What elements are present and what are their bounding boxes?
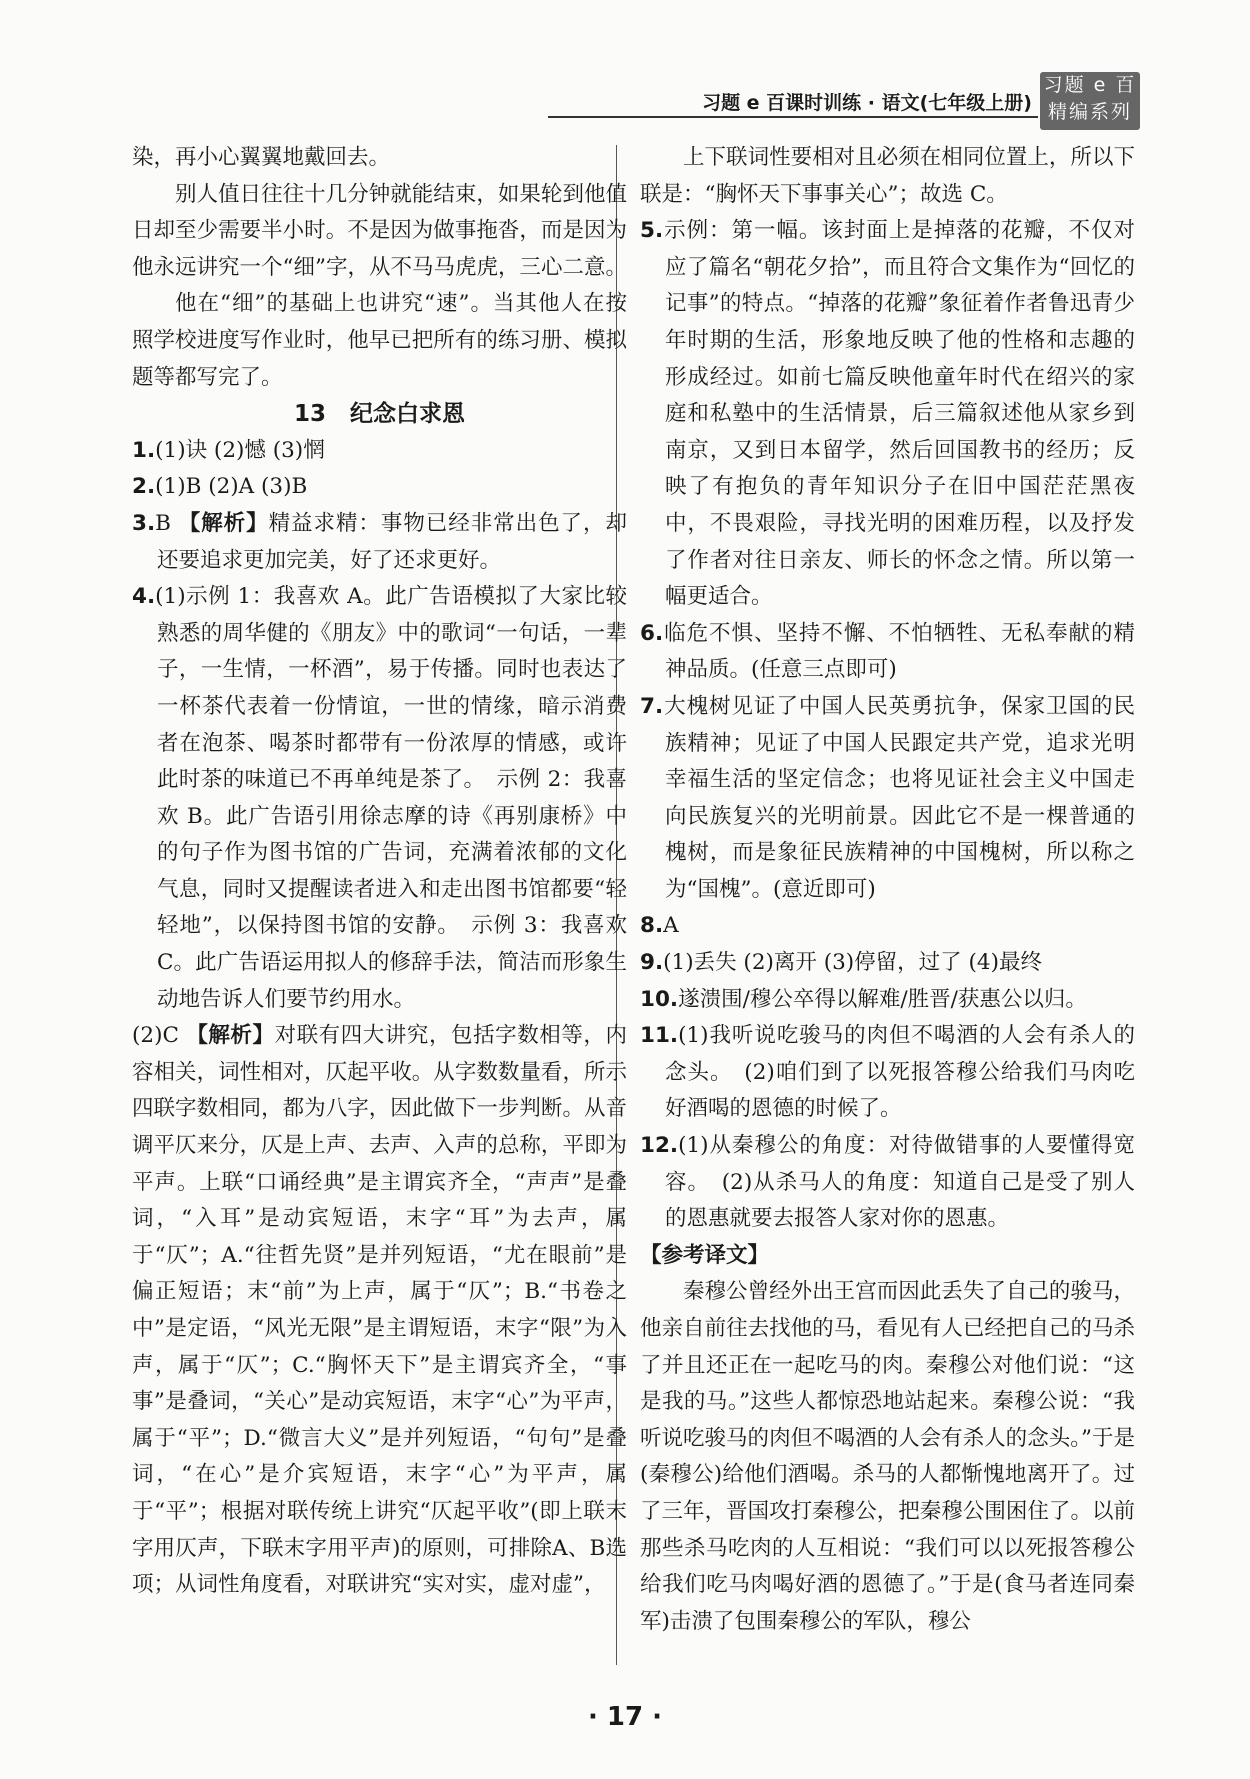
answer-item [640, 213, 1135, 616]
answer-text: 大槐树见证了中国人民英勇抗争，保家卫国的民族精神；见证了中国人民跟定共产党，追求光明幸福生活的坚定信念；也将见证社会主义中国走向民族复兴的光明前景。因此它不是一棵普通的槐树，而是象征民族精神的中国槐树，所以称之为“国槐”。(意近即可) [663, 693, 1135, 902]
answer-text: (2)C [132, 1023, 187, 1049]
answer-item [640, 982, 1135, 1019]
answer-text: 示例：第一幅。该封面上是掉落的花瓣，不仅对应了篇名“朝花夕拾”，而且符合文集作为“回忆的记事”的特点。“掉落的花瓣”象征着作者鲁迅青少年时期的生活，形象地反映了他的性格和志趣的形成经过。如前七篇反映他童年时代在绍兴的家庭和私塾中的生活情景，后三篇叙述他从家乡到南京，又到日本留学，然后回国教书的经历；反映了有抱负的青年知识分子在旧中国茫茫黑夜中，不畏艰险，寻找光明的困难历程，以及抒发了作者对往日亲友、师长的怀念之情。所以第一幅更适合。 [663, 218, 1135, 610]
answer-text: 精益求精：事物已经非常出色了，却还要追求更加完美，好了还求更好。 [157, 510, 627, 573]
item-number: 4. [132, 584, 156, 610]
logo-line-1: 习题 e 百 [1043, 74, 1137, 96]
answer-item [640, 1018, 1135, 1128]
paragraph: 染，再小心翼翼地戴回去。 [132, 145, 391, 170]
answer-text: 遂溃围/穆公卒得以解难/胜晋/获惠公以归。 [678, 986, 1087, 1012]
answer-item [640, 1128, 1135, 1238]
item-number: 7. [640, 693, 664, 719]
answer-text: B [155, 510, 179, 536]
answer-text: (1)丢失 (2)离开 (3)停留，过了 (4)最终 [663, 950, 1042, 976]
answer-text: 对联有四大讲究，包括字数相等，内容相关，词性相对，仄起平收。从字数数量看，所示四联字数相同，都为八字，因此做下一步判断。从音调平仄来分，仄是上声、去声、入声的总称，平即为平声。上联“口诵经典”是主谓宾齐全，“声声”是叠词，“入耳”是动宾短语，末字“耳”为去声，属于“仄”；A.“往哲先贤”是并列短语，“尤在眼前”是偏正短语；末“前”为上声，属于“仄”；B.“书卷之中”是定语，“风光无限”是主谓短语，末字“限”为入声，属于“仄”；C.“胸怀天下”是主谓宾齐全，“事事”是叠词，“关心”是动宾短语，末字“心”为平声，属于“平”；D.“微言大义”是并列短语，“句句”是叠词，“在心”是介宾短语，末字“心”为平声，属于“平”；根据对联传统上讲究“仄起平收”(即上联末字用仄声，下联末字用平声)的原则，可排除A、B选项；从词性角度看，对联讲究“实对实，虚对虚”， [132, 1023, 627, 1598]
item-number: 11. [640, 1023, 679, 1049]
item-number: 9. [640, 950, 664, 976]
answer-item [132, 506, 627, 579]
right-column [640, 140, 1135, 1640]
section-title: 13 纪念白求恩 [293, 401, 465, 428]
paragraph: 上下联词性要相对且必须在相同位置上，所以下联是：“胸怀天下事事关心”；故选 C。 [640, 145, 1135, 207]
page-number: · 17 · [587, 1702, 663, 1732]
answer-text: (1)诀 (2)憾 (3)惘 [155, 437, 325, 463]
translation-tag: 【参考译文】 [640, 1242, 770, 1268]
answer-item [640, 616, 1135, 689]
paragraph: 别人值日往往十几分钟就能结束，如果轮到他值日却至少需要半小时。不是因为做事拖沓，而是因为他永远讲究一个“细”字，从不马马虎虎，三心二意。 [132, 181, 627, 280]
item-number: 2. [132, 474, 156, 500]
item-number: 6. [640, 620, 664, 646]
answer-item [132, 433, 627, 470]
answer-item [132, 469, 627, 506]
answer-text: 临危不惧、坚持不懈、不怕牺牲、无私奉献的精神品质。(任意三点即可) [663, 620, 1135, 683]
answer-text: A [663, 913, 679, 939]
header-rule [548, 116, 1038, 118]
analysis-tag: 【解析】 [186, 1023, 275, 1049]
logo-line-2: 精编系列 [1047, 101, 1132, 123]
paragraph: 他在“细”的基础上也讲究“速”。当其他人在按照学校进度写作业时，他早已把所有的练习册、模拟题等都写完了。 [132, 291, 627, 390]
translation-text: 秦穆公曾经外出王宫而因此丢失了自己的骏马，他亲自前往去找他的马，看见有人已经把自己的马杀了并且还正在一起吃马的肉。秦穆公对他们说：“这是我的马。”这些人都惊恐地站起来。秦穆公说：“我听说吃骏马的肉但不喝酒的人会有杀人的念头。”于是(秦穆公)给他们酒喝。杀马的人都惭愧地离开了。过了三年，晋国攻打秦穆公，把秦穆公围困住了。以前那些杀马吃肉的人互相说：“我们可以以死报答穆公给我们吃马肉喝好酒的恩德了。”于是(食马者连同秦军)击溃了包围秦穆公的军队，穆公 [640, 1279, 1135, 1634]
answer-subitem [132, 1018, 627, 1604]
item-number: 5. [640, 218, 664, 244]
item-number: 12. [640, 1133, 679, 1159]
answer-text: (1)示例 1：我喜欢 A。此广告语模拟了大家比较熟悉的周华健的《朋友》中的歌词“一句话，一辈子，一生情，一杯酒”，易于传播。同时也表达了一杯茶代表着一份情谊，一世的情缘，暗示消费者在泡茶、喝茶时都带有一份浓厚的情感，或许此时茶的味道已不再单纯是茶了。 示例 2：我喜欢 B。此广告语引用徐志摩的诗《再别康桥》中的句子作为图书馆的广告词，充满着浓郁的文化气息，同时又提醒读者进入和走出图书馆都要“轻轻地”，以保持图书馆的安静。 示例 3：我喜欢 C。此广告语运用拟人的修辞手法，简洁而形象生动地告诉人们要节约用水。 [155, 584, 627, 1012]
answer-text: (1)从秦穆公的角度：对待做错事的人要懂得宽容。 (2)从杀马人的角度：知道自己是受了别人的恩惠就要去报答人家对你的恩惠。 [665, 1133, 1135, 1232]
answer-text: (1)B (2)A (3)B [155, 474, 308, 500]
item-number: 1. [132, 437, 156, 463]
item-number: 3. [132, 510, 156, 536]
answer-item [640, 945, 1135, 982]
answer-item [132, 579, 627, 1018]
item-number: 10. [640, 986, 679, 1012]
series-logo [1040, 72, 1140, 130]
header-title: 习题 e 百课时训练 · 语文(七年级上册) [702, 92, 1032, 114]
analysis-tag: 【解析】 [178, 510, 269, 536]
running-header [548, 78, 1038, 118]
item-number: 8. [640, 913, 664, 939]
left-column [132, 140, 627, 1604]
answer-item [640, 908, 1135, 945]
translation-heading [640, 1238, 1135, 1275]
answer-item [640, 689, 1135, 909]
answer-text: (1)我听说吃骏马的肉但不喝酒的人会有杀人的念头。 (2)咱们到了以死报答穆公给我们马肉吃好酒喝的恩德的时候了。 [665, 1023, 1135, 1122]
